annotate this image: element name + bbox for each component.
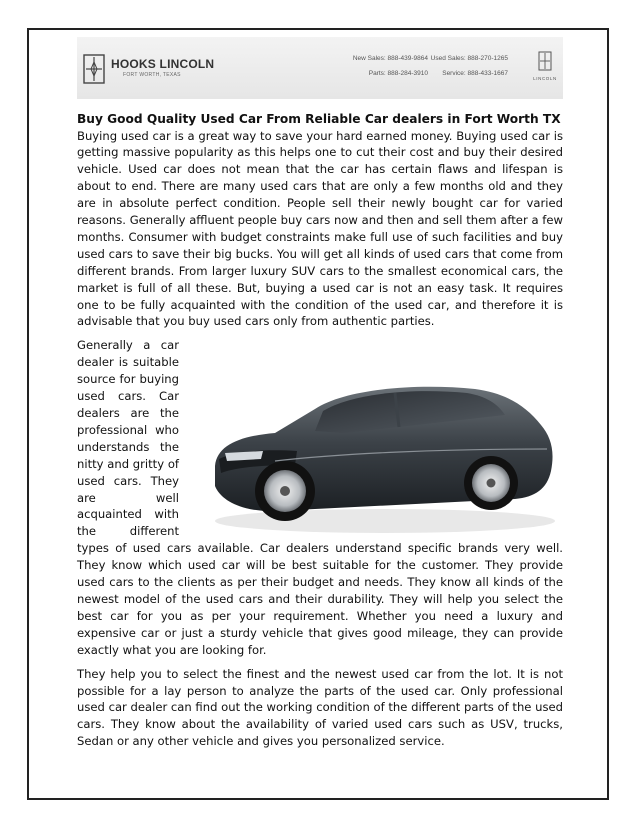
paragraph-2: Generally a car dealer is suitable source for buying used cars. Car dealers are the professional who understands the nitty and gritty of used cars. They are well acquainted with the different types of used cars available. Car dealers understand specific brands very well. They know which used car will be best suitable for the customer. They provide used cars to the clients as per their budget and needs. They know all kinds of the newest model of the used cars and their durability. They will help you select the best car for you as per your requirement. Whether you need a luxury and expensive car or just a sturdy vehicle that gives good mileage, they can provide exactly what you are looking for.	[77, 338, 563, 657]
service-phone: Service: 888-433-1667	[442, 70, 508, 77]
dealer-banner	[77, 37, 563, 99]
lincoln-star-logo-icon	[83, 54, 105, 84]
lincoln-wordmark: LINCOLN	[533, 76, 557, 81]
lincoln-star-icon	[538, 51, 552, 71]
parts-phone: Parts: 888-284-3910	[368, 70, 428, 77]
dealer-name: HOOKS LINCOLN	[111, 57, 215, 71]
article-title: Buy Good Quality Used Car From Reliable Car dealers in Fort Worth TX	[77, 112, 561, 126]
car-photo	[185, 341, 563, 538]
used-sales-phone: Used Sales: 888-270-1265	[430, 55, 508, 62]
sedan-car-image	[185, 341, 563, 538]
paragraph-3: They help you to select the finest and the newest used car from the lot. It is not possible for a lay person to analyze the parts of the used car. Only professional used car dealer can find out the working condition of the different parts of the used cars. They know about the availability of varied used cars such as USV, trucks, Sedan or any other vehicle and gives you personalized service.	[77, 666, 563, 749]
new-sales-phone: New Sales: 888-439-9864	[352, 55, 428, 62]
lincoln-brand-mark	[530, 51, 560, 81]
article	[77, 112, 563, 757]
contact-numbers	[333, 51, 508, 81]
dealer-location: FORT WORTH, TEXAS	[123, 72, 181, 78]
paragraph-1: Buying used car is a great way to save your hard earned money. Buying used car is getting massive popularity as this helps one to cut their cost and buy their desired vehicle. Used car does not mean that the car has certain flaws and lifespan is about to end. There are many used cars that are only a few months old and they are in absolute perfect condition. People sell their newly bought car for varied reasons. Generally affluent people buy cars now and then and sell them after a few months. Consumer with budget constraints make full use of such facilities and buy used cars to save their big bucks. You will get all kinds of used cars that come from different brands. From larger luxury SUV cars to the smallest economical cars, the market is full of all these. But, buying a used car is not an easy task. It requires one to be fully acquainted with the condition of the used car, and therefore it is advisable that you buy used cars only from authentic parties.	[77, 128, 563, 329]
